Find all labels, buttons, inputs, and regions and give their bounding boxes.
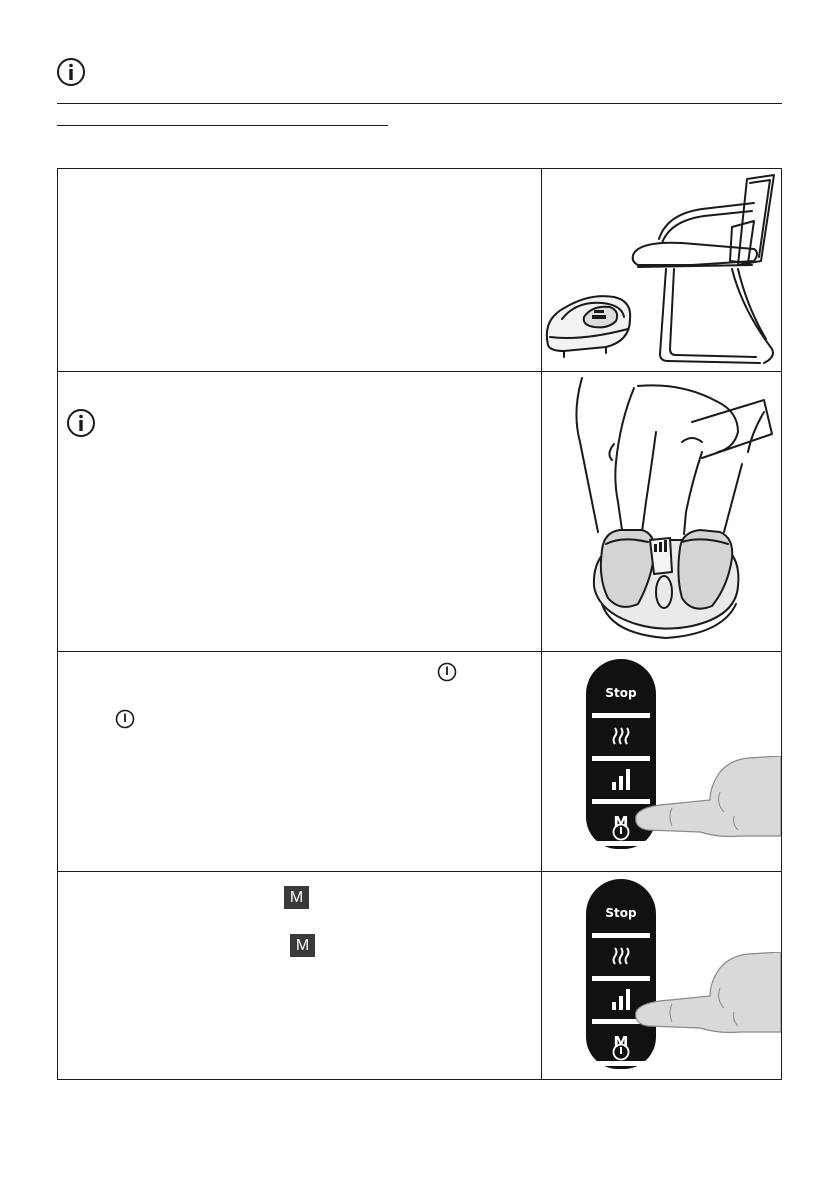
step-2-text-cell <box>58 372 542 651</box>
step-4-text-cell <box>58 872 542 1079</box>
remote-divider <box>592 1061 650 1066</box>
pointing-hand-image <box>630 756 781 856</box>
header-rule <box>57 103 782 104</box>
step-row-4 <box>58 872 781 1079</box>
info-icon <box>56 57 86 87</box>
mode-button[interactable]: M <box>613 1033 629 1051</box>
heat-icon <box>612 946 630 966</box>
stop-button[interactable]: Stop <box>605 906 637 920</box>
mode-key-icon: M <box>284 886 309 909</box>
step-4-illustration <box>542 872 781 1079</box>
step-1-text-cell <box>58 169 542 371</box>
remote-divider <box>592 933 650 938</box>
subheader-rule <box>57 125 388 126</box>
heat-button[interactable] <box>586 719 656 753</box>
power-button[interactable] <box>612 1043 630 1061</box>
feet-in-device-image <box>542 372 781 651</box>
power-icon <box>437 662 457 682</box>
steps-table <box>57 168 782 1080</box>
intensity-bars-icon <box>611 988 631 1010</box>
mode-button[interactable]: M <box>613 813 629 831</box>
power-icon <box>115 709 135 729</box>
step-row-1 <box>58 169 781 372</box>
step-1-illustration <box>542 169 781 371</box>
power-button[interactable] <box>612 823 630 841</box>
remote-divider <box>592 713 650 718</box>
intensity-bars-icon <box>611 768 631 790</box>
device-and-chair-image <box>542 169 781 371</box>
heat-icon <box>612 726 630 746</box>
stop-button[interactable]: Stop <box>605 686 637 700</box>
info-icon <box>66 408 96 438</box>
step-row-3 <box>58 652 781 872</box>
step-row-2 <box>58 372 781 652</box>
pointing-hand-image <box>630 952 781 1042</box>
step-3-text-cell <box>58 652 542 871</box>
step-3-illustration <box>542 652 781 871</box>
mode-key-icon: M <box>290 934 315 957</box>
step-2-illustration <box>542 372 781 651</box>
